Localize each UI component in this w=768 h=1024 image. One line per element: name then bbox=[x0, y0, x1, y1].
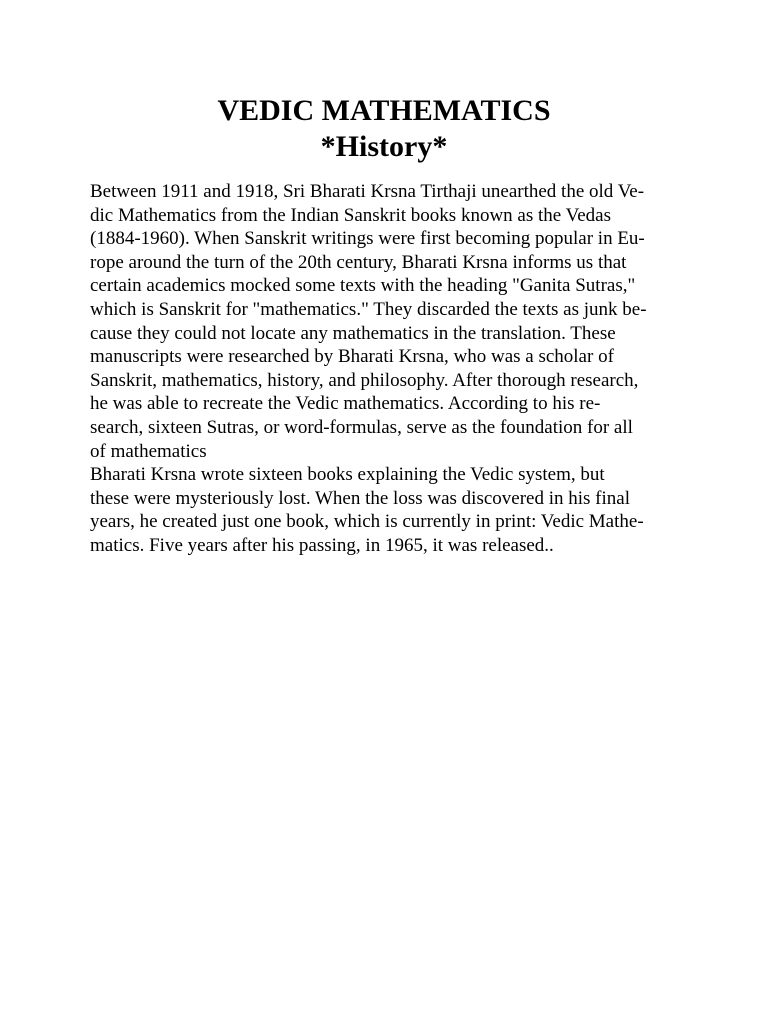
text-line: manuscripts were researched by Bharati Krsna, who was a scholar of bbox=[90, 346, 614, 368]
paragraph-1 bbox=[90, 180, 690, 463]
text-line: rope around the turn of the 20th century, Bharati Krsna informs us that bbox=[90, 251, 627, 273]
text-line: of mathematics bbox=[90, 440, 207, 462]
text-line: search, sixteen Sutras, or word-formulas, serve as the foundation for all bbox=[90, 416, 633, 438]
text-line: which is Sanskrit for "mathematics." They discarded the texts as junk be- bbox=[90, 298, 647, 320]
text-line: Between 1911 and 1918, Sri Bharati Krsna Tirthaji unearthed the old Ve- bbox=[90, 181, 645, 202]
text-line: years, he created just one book, which is currently in print: Vedic Mathe- bbox=[90, 511, 644, 533]
text-line: Bharati Krsna wrote sixteen books explaining the Vedic system, but bbox=[90, 464, 605, 486]
text-line: Sanskrit, mathematics, history, and philosophy. After thorough research, bbox=[90, 369, 639, 391]
text-line: dic Mathematics from the Indian Sanskrit books known as the Vedas bbox=[90, 204, 611, 226]
paragraph-2 bbox=[90, 463, 690, 557]
body-text bbox=[90, 180, 690, 558]
text-line: these were mysteriously lost. When the loss was discovered in his final bbox=[90, 487, 630, 509]
title-block bbox=[0, 93, 768, 165]
text-line: he was able to recreate the Vedic mathematics. According to his re- bbox=[90, 393, 601, 415]
page-subtitle: *History* bbox=[320, 130, 448, 163]
text-line: certain academics mocked some texts with the heading "Ganita Sutras," bbox=[90, 275, 636, 297]
text-line: matics. Five years after his passing, in 1965, it was released.. bbox=[90, 534, 554, 556]
text-line: (1884-1960). When Sanskrit writings were first becoming popular in Eu- bbox=[90, 228, 645, 250]
page-title: VEDIC MATHEMATICS bbox=[217, 94, 551, 127]
text-line: cause they could not locate any mathematics in the translation. These bbox=[90, 322, 616, 344]
